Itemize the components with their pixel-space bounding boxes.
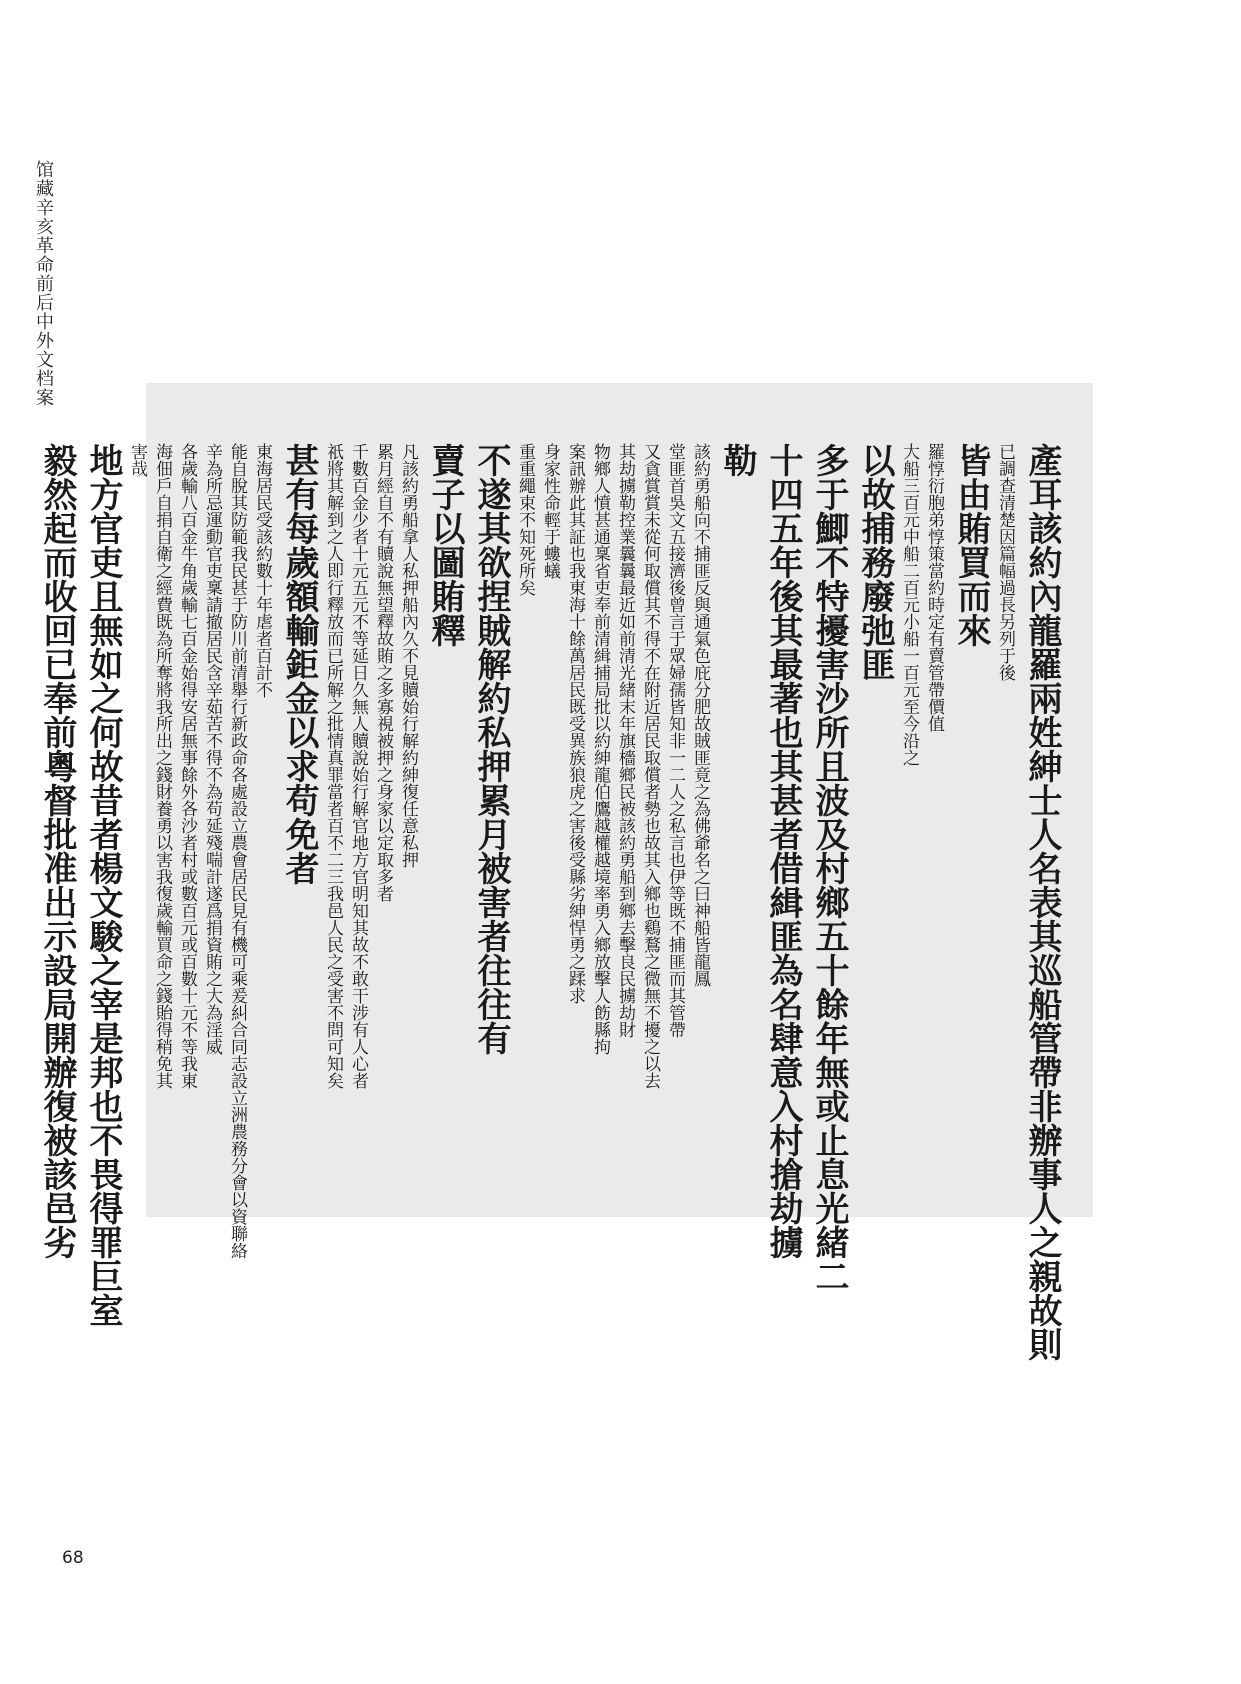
manuscript-annotation-column: 該約勇船向不捕匪反與通氣色庇分肥故賊匪竟之為佛爺名之曰神船皆龍鳳 bbox=[690, 443, 710, 987]
manuscript-main-column: 皆由賄買而來 bbox=[951, 443, 991, 647]
manuscript-main-column: 十四五年後其最著也其甚者借緝匪為名肆意入村搶劫擄 bbox=[763, 443, 803, 1259]
manuscript-annotation-column: 重重繩束不知死所矣 bbox=[515, 443, 535, 596]
manuscript-annotation-column: 千數百金少者十元五元不等延日久無人贖說始行解官地方官明知其故不敢干涉有人心者 bbox=[348, 443, 368, 1089]
manuscript-main-column: 不遂其欲捏賊解約私押累月被害者往往有 bbox=[471, 443, 511, 1055]
manuscript-image bbox=[37, 383, 1093, 1361]
manuscript-annotation-column: 物鄉人憤甚通稟省吏奉前清緝捕局批以約紳龍伯鷹越權越境率勇入鄉放擊人飭縣拘 bbox=[590, 443, 610, 1055]
manuscript-main-column: 地方官吏且無如之何故昔者楊文駿之宰是邦也不畏得罪巨室 bbox=[83, 443, 123, 1327]
manuscript-text bbox=[37, 443, 1062, 1361]
manuscript-annotation-column: 又貪賞賞未從何取償其不得不在附近居民取償者勢也故其入鄉也鷄鶩之微無不擾之以去 bbox=[640, 443, 660, 1089]
manuscript-annotation-column: 祇將其解到之人即行釋放而已所解之批情真罪當者百不二三我邑人民之受害不問可知矣 bbox=[323, 443, 343, 1089]
manuscript-main-column: 以故捕務廢弛匪 bbox=[855, 443, 895, 681]
manuscript-annotation-column: 能自脫其防範我民甚于防川前清舉行新政命各處設立農會居民見有機可乘爰糾合同志設立洲農務分會以資聯絡 bbox=[227, 443, 247, 1259]
manuscript-annotation-column: 堂匪首吳文五接濟後曾言于眾婦孺皆知非一二人之私言也伊等既不捕匪而其管帶 bbox=[665, 443, 685, 1038]
manuscript-annotation-column: 海佃戶自捐自衛之經費既為所奪將我所出之錢財養勇以害我復歲輸買命之錢貽得稍免其 bbox=[152, 443, 172, 1089]
manuscript-annotation-column: 辛為所忌運動官吏稟請撤居民含辛茹苦不得不為苟延殘喘計遂爲捐資賄之大為淫威 bbox=[202, 443, 222, 1055]
manuscript-annotation-column: 害哉 bbox=[127, 443, 147, 477]
manuscript-main-column: 甚有每歲額輸鉅金以求苟免者 bbox=[279, 443, 319, 885]
manuscript-annotation-column: 凡該約勇船拿人私押船內久不見贖始行解約紳復任意私押 bbox=[398, 443, 418, 868]
book-title: 馆藏辛亥革命前后中外文档案 bbox=[33, 160, 54, 407]
manuscript-annotation-column: 累月經自不有贖說無望釋故賄之多寡視被押之身家以定取多者 bbox=[373, 443, 393, 902]
manuscript-annotation-column: 案訊辦此其証也我東海十餘萬居民既受異族狼虎之害後受縣劣紳悍勇之蹂求 bbox=[565, 443, 585, 1004]
manuscript-annotation-column: 身家性命輕于螻蟻 bbox=[540, 443, 560, 579]
manuscript-annotation-column: 已調查清楚因篇幅過長另列于後 bbox=[995, 443, 1015, 681]
page-number: 68 bbox=[62, 1548, 84, 1568]
manuscript-annotation-column: 東海居民受該約數十年虐者百計不 bbox=[252, 443, 272, 698]
manuscript-main-column: 毅然起而收回已奉前粵督批准出示設局開辦復被該邑劣 bbox=[37, 443, 77, 1259]
manuscript-annotation-column: 其劫擄勒控業曩曩最近如前清光緒末年旗檣鄉民被該約勇船到鄉去擊良民擄劫財 bbox=[615, 443, 635, 1038]
manuscript-main-column: 產耳該約內龍羅兩姓紳士人名表其巡船管帶非辦事人之親故則 bbox=[1022, 443, 1062, 1361]
manuscript-main-column: 賣子以圖賄釋 bbox=[425, 443, 465, 647]
manuscript-main-column: 勒 bbox=[717, 443, 757, 477]
manuscript-annotation-column: 各歲輸八百金牛角歲輸七百金始得安居無事餘外各沙者村或數百元或百數十元不等我東 bbox=[177, 443, 197, 1089]
manuscript-annotation-column: 大船三百元中船二百元小船一百元至今沿之 bbox=[899, 443, 919, 766]
manuscript-annotation-column: 羅惇衍胞弟惇策當約時定有賣管帶價值 bbox=[924, 443, 944, 732]
manuscript-main-column: 多于鯽不特擾害沙所且波及村鄉五十餘年無或止息光緒二 bbox=[809, 443, 849, 1293]
